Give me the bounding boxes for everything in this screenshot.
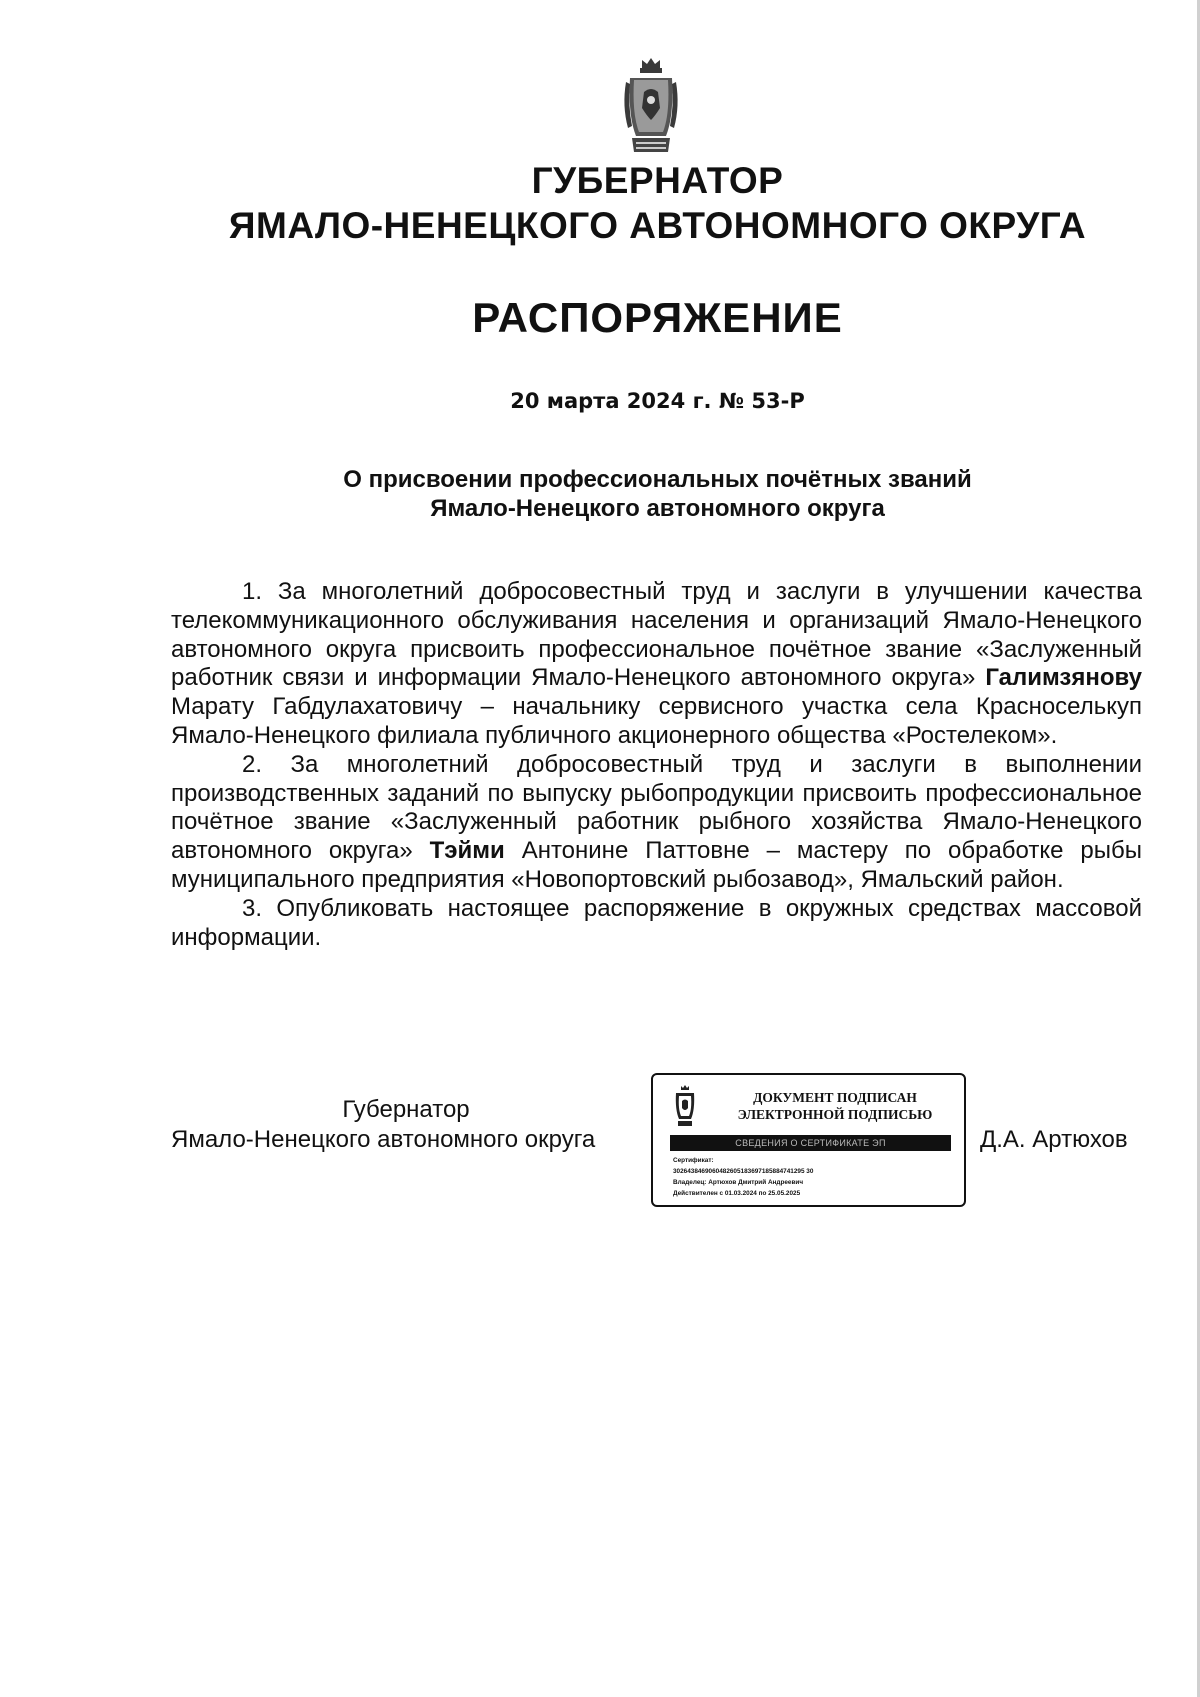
signer-position [171, 1095, 641, 1155]
header-title-line1: ГУБЕРНАТОР [531, 160, 784, 201]
paragraph-1 [171, 578, 1142, 751]
paragraph-text: 2. За многолетний добросовестный труд и заслуги в выполнении производственных заданий по выпуску рыбопродукции присвоить профессиональное почётное звание «Заслуженный работник рыбного хозяйства Ямало-Ненецкого автономного округа» [171, 750, 1142, 865]
paragraph-3 [171, 895, 1142, 953]
paragraph-text: 1. За многолетний добросовестный труд и заслуги в улучшении качества телекоммуникационного обслуживания населения и организаций Ямало-Ненецкого автономного округа присвоить профессиональное почётное звание «Заслуженный работник связи и информации Ямало-Ненецкого автономного округа» [171, 578, 1142, 692]
paragraph-text: Марату Габдулахатовичу – начальнику сервисного участка села Красноселькуп Ямало-Ненецкого филиала публичного акционерного общества «Ростелеком». [171, 693, 1142, 749]
subject-line2: Ямало-Ненецкого автономного округа [430, 495, 885, 522]
document-type: РАСПОРЯЖЕНИЕ [472, 294, 843, 341]
document-date-number: 20 марта 2024 г. № 53-Р [510, 389, 805, 413]
paragraph-bold-name: Тэйми [429, 837, 505, 865]
paragraph-text: Антонине Паттовне – мастеру по обработке рыбы муниципального предприятия «Новопортовский рыбозавод», Ямальский район. [171, 837, 1142, 893]
stamp-certificate-bar: СВЕДЕНИЯ О СЕРТИФИКАТЕ ЭП [670, 1135, 951, 1151]
signer-position-line2: Ямало-Ненецкого автономного округа [171, 1126, 596, 1153]
signer-position-line1: Губернатор [342, 1096, 470, 1123]
document-subject [0, 465, 1200, 523]
paragraph-bold-name: Галимзянову [985, 664, 1142, 692]
coat-of-arms-icon [673, 1084, 697, 1128]
stamp-cert-number: 3026438469060482605183697185884741295 30 [673, 1168, 814, 1175]
paragraph-text: 3. Опубликовать настоящее распоряжение в окружных средствах массовой информации. [171, 894, 1142, 951]
stamp-title-line2: ЭЛЕКТРОННОЙ ПОДПИСЬЮ [737, 1107, 933, 1122]
stamp-title-line1: ДОКУМЕНТ ПОДПИСАН [753, 1090, 917, 1105]
stamp-owner: Владелец: Артюхов Дмитрий Андреевич [673, 1179, 804, 1186]
signer-name: Д.А. Артюхов [980, 1126, 1128, 1153]
header-title-line2: ЯМАЛО-НЕНЕЦКОГО АВТОНОМНОГО ОКРУГА [228, 205, 1087, 246]
stamp-cert-label: Сертификат: [673, 1157, 714, 1164]
document-body [171, 578, 1142, 952]
stamp-title [705, 1089, 965, 1123]
stamp-certificate-info [673, 1155, 963, 1199]
subject-line1: О присвоении профессиональных почётных званий [343, 466, 972, 493]
electronic-signature-stamp [651, 1073, 966, 1207]
stamp-valid: Действителен с 01.03.2024 по 25.05.2025 [673, 1190, 801, 1197]
coat-of-arms-icon [622, 56, 680, 156]
paragraph-2 [171, 751, 1142, 895]
